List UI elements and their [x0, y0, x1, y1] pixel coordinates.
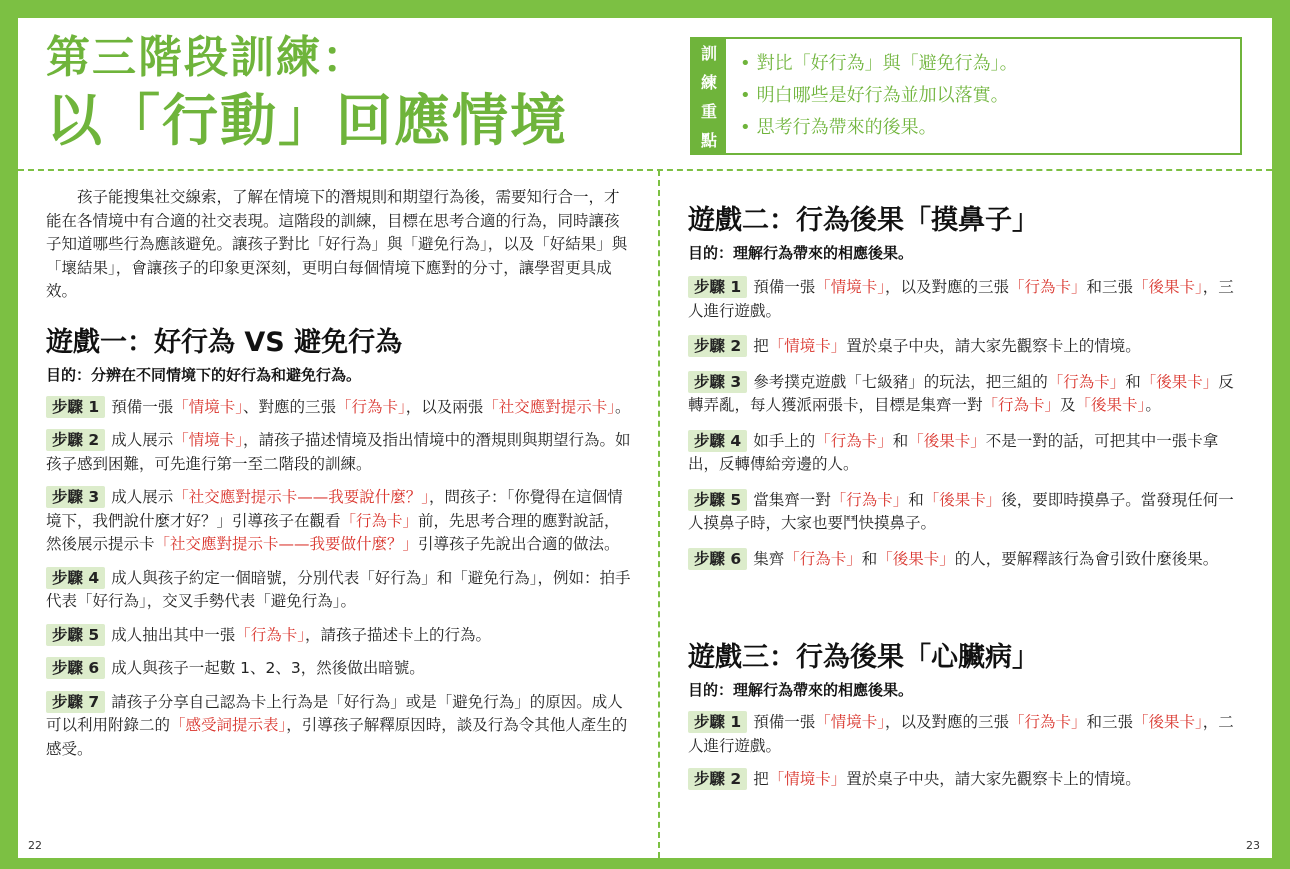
card-name-highlight: 「行為卡」 — [1047, 372, 1126, 391]
card-name-highlight: 「情境卡」 — [815, 713, 885, 731]
card-name-highlight: 「行為卡」 — [815, 431, 893, 450]
step-badge: 步驟 3 — [46, 486, 105, 508]
step-badge: 步驟 6 — [46, 657, 105, 679]
tag-char: 訓 — [700, 44, 717, 63]
step-text: 成人展示 — [111, 488, 174, 506]
game3-purpose: 目的：理解行為帶來的相應後果。 — [688, 681, 914, 699]
step-text: ，以及對應的三張 — [884, 713, 1009, 731]
card-name-highlight: 「行為卡」 — [340, 511, 419, 530]
step-badge: 步驟 1 — [688, 276, 747, 298]
card-name-highlight: 「感受詞提示表」 — [170, 716, 287, 734]
step-1 — [46, 396, 632, 420]
keypoint-item: • 明白哪些是好行為並加以落實。 — [740, 82, 1018, 110]
step-text: 成人與孩子一起數 1、2、3，然後做出暗號。 — [111, 659, 425, 677]
card-name-highlight: 「行為卡」 — [335, 397, 406, 416]
step-text: 置於桌子中央，請大家先觀察卡上的情境。 — [846, 770, 1141, 788]
book-spread — [18, 18, 1272, 858]
step-text: ，請孩子描述卡上的行為。 — [304, 625, 491, 644]
dashed-divider-vertical — [658, 170, 660, 858]
step-text: 集齊 — [753, 549, 785, 568]
step-text: 、對應的三張 — [242, 397, 336, 416]
card-name-highlight: 「社交應對提示卡」 — [483, 397, 616, 416]
card-name-highlight: 「情境卡」 — [768, 770, 847, 788]
step-badge: 步驟 4 — [688, 430, 747, 452]
intro-paragraph: 孩子能搜集社交線索，了解在情境下的潛規則和期望行為後，需要知行合一，才能在各情境中有合適的社交表現。這階段的訓練，目標在思考合適的行為，同時讓孩子知道哪些行為應該避免。讓孩子對比「好行為」與「避免行為」，以及「好結果」與「壞結果」，會讓孩子的印象更深刻，更明白每個情境下應對的分寸，讓學習更具成效。 — [46, 188, 628, 300]
step-text: 。 — [1145, 396, 1161, 414]
card-name-highlight: 「行為卡」 — [982, 396, 1061, 414]
tag-char: 練 — [700, 73, 717, 92]
step-1 — [688, 276, 1248, 323]
step-text: 的人，要解釋該行為會引致什麼後果。 — [954, 549, 1219, 568]
keypoints-list — [726, 39, 1032, 153]
step-3 — [46, 486, 632, 557]
step-text: ，三人進行遊戲。 — [688, 278, 1234, 320]
step-text: 前，先思考合理的應對說話，然後展示提示卡 — [46, 511, 620, 553]
step-2 — [688, 335, 1248, 359]
step-badge: 步驟 2 — [688, 335, 747, 357]
step-1 — [688, 711, 1248, 758]
training-keypoints-box — [690, 37, 1242, 155]
step-3 — [688, 371, 1248, 418]
step-text: 和 — [892, 431, 909, 450]
step-badge: 步驟 5 — [46, 624, 105, 646]
card-name-highlight: 「行為卡」 — [235, 625, 305, 644]
card-name-highlight: 「情境卡」 — [173, 397, 243, 416]
card-name-highlight: 「後果卡」 — [923, 490, 1002, 509]
step-4 — [46, 567, 632, 614]
game1-title: 遊戲一：好行為 VS 避免行為 — [46, 326, 403, 358]
step-text: 請孩子分享自己認為卡上行為是「好行為」或是「避免行為」的原因。成人可以利用附錄二的 — [46, 692, 623, 734]
step-text: 參考撲克遊戲「七級豬」的玩法，把三組的 — [753, 372, 1048, 391]
step-text: ，二人進行遊戲。 — [688, 713, 1234, 755]
page-title — [46, 30, 568, 158]
step-7 — [46, 691, 632, 762]
step-badge: 步驟 2 — [46, 429, 105, 451]
dashed-divider-horizontal — [18, 169, 1272, 171]
step-text: ，以及兩張 — [405, 397, 484, 416]
keypoint-item: • 對比「好行為」與「避免行為」。 — [740, 50, 1018, 78]
step-text: 把 — [753, 337, 769, 355]
step-text: ，引導孩子解釋原因時，談及行為令其他人產生的感受。 — [46, 716, 628, 758]
game2-steps — [688, 276, 1248, 571]
step-badge: 步驟 6 — [688, 548, 747, 570]
step-2 — [688, 768, 1248, 792]
step-badge: 步驟 2 — [688, 768, 747, 790]
keypoint-item: • 思考行為帶來的後果。 — [740, 114, 1018, 142]
step-text: 及 — [1060, 396, 1076, 414]
step-text: 置於桌子中央，請大家先觀察卡上的情境。 — [846, 337, 1141, 355]
step-text: 如手上的 — [753, 431, 816, 450]
step-text: 當集齊一對 — [753, 490, 831, 509]
step-text: ，以及對應的三張 — [884, 278, 1009, 296]
keypoints-tag — [692, 39, 726, 153]
title-line-2: 以「行動」回應情境 — [46, 89, 568, 154]
step-6 — [46, 657, 632, 681]
card-name-highlight: 「行為卡」 — [1008, 278, 1087, 296]
game2-purpose: 目的：理解行為帶來的相應後果。 — [688, 244, 914, 262]
game3-title: 遊戲三：行為後果「心臟病」 — [688, 642, 1039, 673]
card-name-highlight: 「後果卡」 — [1075, 396, 1146, 414]
step-badge: 步驟 5 — [688, 489, 747, 511]
step-text: 把 — [753, 770, 769, 788]
card-name-highlight: 「社交應對提示卡——我要做什麼？」 — [154, 535, 419, 553]
step-badge: 步驟 1 — [46, 396, 105, 418]
game2-title: 遊戲二：行為後果「摸鼻子」 — [688, 205, 1039, 236]
step-5 — [46, 624, 632, 648]
game3-steps — [688, 711, 1248, 792]
card-name-highlight: 「後果卡」 — [1140, 372, 1219, 391]
card-name-highlight: 「社交應對提示卡——我要說什麼？」 — [173, 488, 429, 506]
card-name-highlight: 「行為卡」 — [830, 490, 909, 509]
step-text: 和三張 — [1086, 278, 1134, 296]
right-column — [688, 186, 1248, 792]
card-name-highlight: 「後果卡」 — [1133, 278, 1203, 296]
step-text: 。 — [615, 397, 631, 416]
step-badge: 步驟 4 — [46, 567, 105, 589]
card-name-highlight: 「後果卡」 — [877, 549, 955, 568]
step-2 — [46, 429, 632, 476]
step-text: 引導孩子先說出合適的做法。 — [418, 535, 620, 553]
step-text: 預備一張 — [753, 278, 816, 296]
step-text: 和三張 — [1086, 713, 1134, 731]
step-text: 不是一對的話，可把其中一張卡拿出，反轉傳給旁邊的人。 — [688, 431, 1219, 473]
step-text: 成人與孩子約定一個暗號，分別代表「好行為」和「避免行為」，例如：拍手代表「好行為」，交叉手勢代表「避免行為」。 — [46, 568, 631, 610]
card-name-highlight: 「情境卡」 — [173, 431, 243, 449]
step-text: ，問孩子：「你覺得在這個情境下，我們說什麼才好？」引導孩子在觀看 — [46, 488, 623, 530]
card-name-highlight: 「後果卡」 — [1133, 713, 1203, 731]
card-name-highlight: 「行為卡」 — [1008, 713, 1087, 731]
step-text: 後，要即時摸鼻子。當發現任何一人摸鼻子時，大家也要鬥快摸鼻子。 — [688, 490, 1234, 532]
step-text: 和 — [861, 549, 878, 568]
step-badge: 步驟 7 — [46, 691, 105, 713]
title-line-1: 第三階段訓練： — [46, 32, 368, 83]
step-4 — [688, 430, 1248, 477]
left-column — [46, 186, 632, 761]
step-text: 反轉弄亂，每人獲派兩張卡，目標是集齊一對 — [688, 372, 1234, 414]
tag-char: 重 — [700, 102, 717, 121]
page-number-left: 22 — [28, 839, 42, 852]
step-5 — [688, 489, 1248, 536]
card-name-highlight: 「行為卡」 — [784, 549, 862, 568]
card-name-highlight: 「情境卡」 — [815, 278, 885, 296]
step-6 — [688, 548, 1248, 572]
tag-char: 點 — [700, 131, 717, 150]
step-badge: 步驟 1 — [688, 711, 747, 733]
step-text: ，請孩子描述情境及指出情境中的潛規則與期望行為。如孩子感到困難，可先進行第一至二階段的訓練。 — [46, 431, 631, 473]
step-badge: 步驟 3 — [688, 371, 747, 393]
step-text: 和 — [1125, 372, 1141, 391]
step-text: 和 — [908, 490, 924, 509]
card-name-highlight: 「後果卡」 — [908, 431, 986, 450]
step-text: 預備一張 — [111, 397, 174, 416]
page-number-right: 23 — [1246, 839, 1260, 852]
step-text: 預備一張 — [753, 713, 816, 731]
game1-purpose: 目的：分辨在不同情境下的好行為和避免行為。 — [46, 365, 362, 384]
step-text: 成人抽出其中一張 — [111, 625, 236, 644]
card-name-highlight: 「情境卡」 — [768, 337, 847, 355]
step-text: 成人展示 — [111, 431, 174, 449]
game1-steps — [46, 396, 632, 762]
